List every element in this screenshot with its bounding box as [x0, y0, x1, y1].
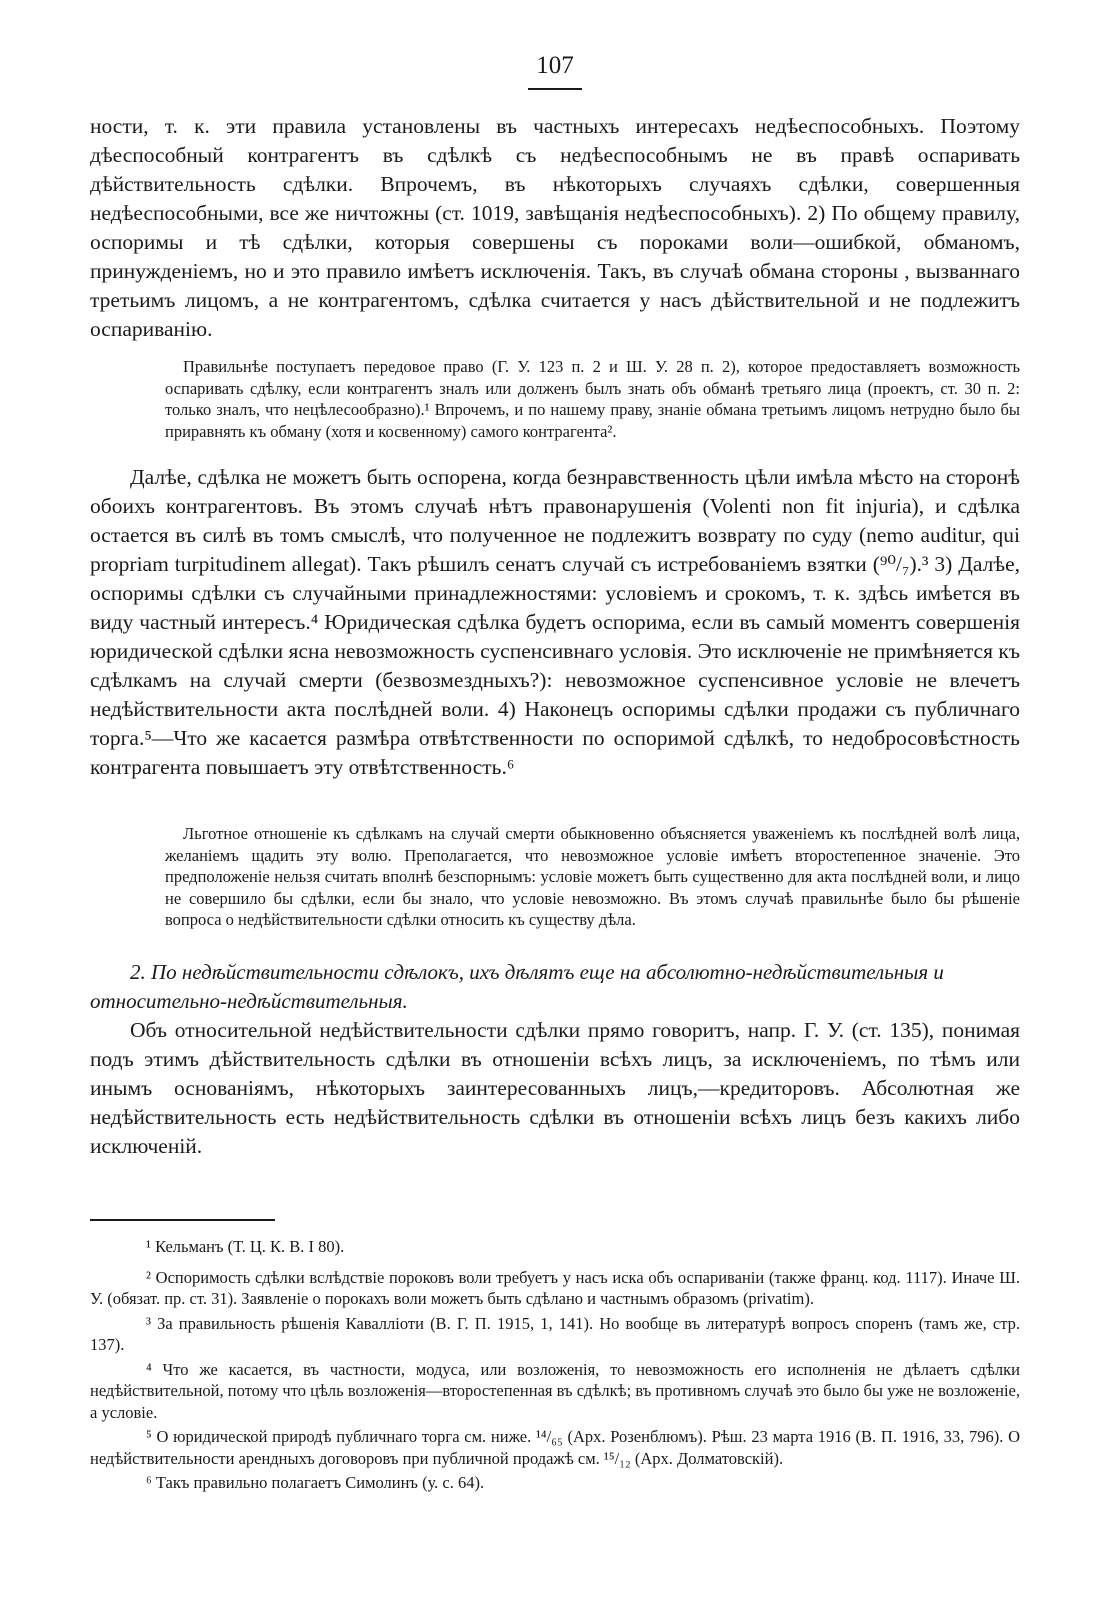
paragraph-invalidity: Далѣе, сдѣлка не можетъ быть оспорена, когда безнравственность цѣли имѣла мѣсто на сторонѣ обоихъ контрагентовъ. Въ этомъ случаѣ нѣтъ правонарушенія (Volenti non fit injuria), и сдѣлка остается въ силѣ въ томъ смыслѣ, что полученное не подлежитъ возврату по суду (nemo auditur, qui propriam turpitudinem allegat). Такъ рѣшилъ сенатъ случай съ истребованіемъ взятки (⁹⁰/₇).³ 3) Далѣе, оспоримы сдѣлки съ случайными принадлежностями: условіемъ и срокомъ, т. к. здѣсь имѣется въ виду частный интересъ.⁴ Юридическая сдѣлка будетъ оспорима, если въ самый моментъ совершенія юридической сдѣлки ясна невозможность суспенсивнаго условія. Это исключеніе не примѣняется къ сдѣлкамъ на случай смерти (безвозмездныхъ?): невозможное суспенсивное условіе не влечетъ недѣйствительности акта послѣдней воли. 4) Наконецъ оспоримы сдѣлки продажи съ публичнаго торга.⁵—Что же касается размѣра отвѣтственности по оспоримой сдѣлкѣ, то недобросовѣстность контрагента повышаетъ эту отвѣтственность.⁶ [90, 465, 1020, 779]
footnote-6: ⁶ Такъ правильно полагаетъ Симолинъ (у. с. 64). [146, 1473, 485, 1492]
footnote-5: ⁵ О юридической природѣ публичнаго торга см. ниже. ¹⁴/₆₅ (Арх. Розенблюмъ). Рѣш. 23 марта 1916 (В. П. 1916, 33, 796). О недѣйствительности арендныхъ договоровъ при публичной продажѣ см. ¹⁵/₁₂ (Арх. Долматовскій). [90, 1427, 1020, 1468]
footnotes [90, 1236, 1020, 1497]
footnote-4: ⁴ Что же касается, въ частности, модуса, или возложенія, то невозможность его исполненія не дѣлаетъ сдѣлки недѣйствительной, потому что цѣль возложенія—второстепенная въ сдѣлкѣ; въ противномъ случаѣ это было бы уже не возложеніе, а условіе. [90, 1359, 1020, 1422]
page-number-underline [528, 88, 582, 90]
small-print-note-2: Льготное отношеніе къ сдѣлкамъ на случай смерти обыкновенно объясняется уваженіемъ къ послѣдней волѣ лица, желаніемъ щадить эту волю. Преполагается, что невозможное условіе имѣетъ второстепенное значеніе. Это предположеніе нельзя считать вполнѣ безспорнымъ: условіе можетъ быть существенно для акта послѣдней воли, и лицо не совершило бы сдѣлки, если бы знало, что условіе невозможно. Въ этомъ случаѣ правильнѣе было бы рѣшеніе вопроса о недѣйствительности сдѣлки относить къ существу дѣла. [165, 824, 1020, 929]
footnote-separator [90, 1219, 275, 1221]
footnote-2: ² Оспоримость сдѣлки вслѣдствіе пороковъ воли требуетъ у насъ иска объ оспариваніи (также франц. код. 1117). Иначе Ш. У. (обязат. пр. ст. 31). Заявленіе о порокахъ воли можетъ быть сдѣлано и частнымъ образомъ (privatim). [90, 1267, 1020, 1308]
section-heading: 2. По недѣйствительности сдѣлокъ, ихъ дѣлятъ еще на абсолютно-недѣйствительныя и относительно-недѣйствительныя. [90, 960, 944, 1013]
paragraph-continuation: ности, т. к. эти правила установлены въ частныхъ интересахъ недѣеспособныхъ. Поэтому дѣеспособный контрагентъ въ сдѣлкѣ съ недѣеспособнымъ не въ правѣ оспаривать дѣйствительность сдѣлки. Впрочемъ, въ нѣкоторыхъ случаяхъ сдѣлки, совершенныя недѣеспособными, все же ничтожны (ст. 1019, завѣщанія недѣеспособныхъ). 2) По общему правилу, оспоримы и тѣ сдѣлки, которыя совершены съ пороками воли—ошибкой, обманомъ, принужденіемъ, но и это правило имѣетъ исключенія. Такъ, въ случаѣ обмана стороны , вызваннаго третьимъ лицомъ, а не контрагентомъ, сдѣлка считается у насъ дѣйствительной и не подлежитъ оспариванію. [90, 114, 1020, 341]
footnote-3: ³ За правильность рѣшенія Каваллiоти (В. Г. П. 1915, 1, 141). Но вообще въ литературѣ вопросъ споренъ (тамъ же, стр. 137). [90, 1313, 1020, 1354]
small-print-note-1: Правильнѣе поступаетъ передовое право (Г. У. 123 п. 2 и Ш. У. 28 п. 2), которое предоставляетъ возможность оспаривать сдѣлку, если контрагентъ зналъ или долженъ былъ знать объ обманѣ третьяго лица (проектъ, ст. 30 п. 2: только зналъ, что нецѣлесообразно).¹ Впрочемъ, и по нашему праву, знаніе обмана третьимъ лицомъ нетрудно было бы приравнять къ обману (хотя и косвенному) самого контрагента². [165, 357, 1020, 441]
footnote-1: ¹ Кельманъ (Т. Ц. К. В. I 80). [146, 1237, 345, 1256]
paragraph-relative-invalidity: Объ относительной недѣйствительности сдѣлки прямо говоритъ, напр. Г. У. (ст. 135), понимая подъ этимъ дѣйствительность сдѣлки въ отношеніи всѣхъ лицъ, за исключеніемъ, по тѣмъ или инымъ основаніямъ, нѣкоторыхъ заинтересованныхъ лицъ,—кредиторовъ. Абсолютная же недѣйствительность есть недѣйствительность сдѣлки въ отношеніи всѣхъ лицъ безъ какихъ либо исключеній. [90, 1018, 1020, 1158]
page-number: 107 [536, 52, 574, 79]
